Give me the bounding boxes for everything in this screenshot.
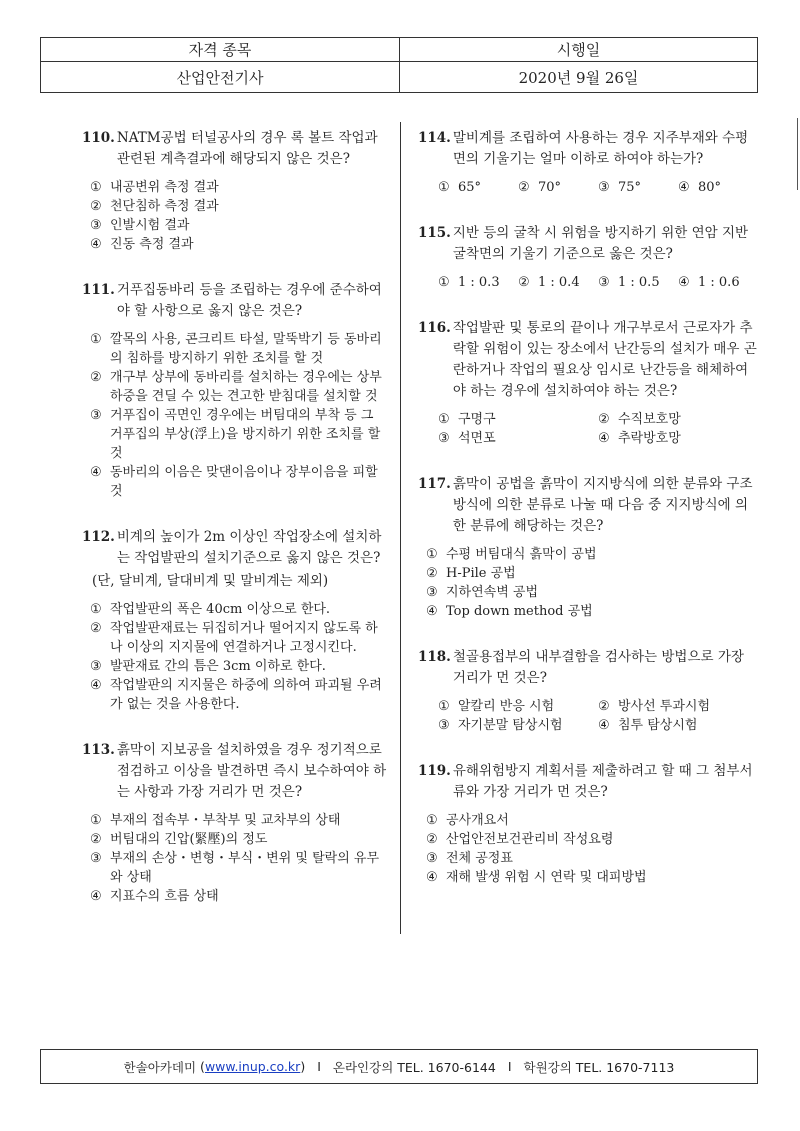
option-text: 1 : 0.5	[618, 275, 660, 290]
question-text: 유해위험방지 계획서를 제출하려고 할 때 그 첨부서류와 가장 거리가 먼 것은?	[452, 763, 753, 800]
answer-option[interactable]	[598, 273, 678, 292]
answer-option[interactable]	[598, 697, 758, 716]
option-text: 알칼리 반응 시험	[458, 699, 555, 714]
option-marker: ③	[90, 218, 102, 233]
footer-offline-phone: 학원강의 TEL. 1670-7113	[523, 1059, 675, 1075]
option-text: 거푸집이 곡면인 경우에는 버팀대의 부착 등 그 거푸집의 부상(浮上)을 방지하기 위한 조치를 할 것	[110, 408, 381, 461]
option-text: 천단침하 측정 결과	[110, 199, 219, 214]
option-marker: ①	[438, 699, 450, 714]
answer-option[interactable]	[426, 602, 758, 621]
exam-info-table	[40, 37, 758, 93]
answer-option[interactable]	[598, 716, 758, 735]
footer-brand: 한솔아카데미	[123, 1059, 197, 1075]
answer-option[interactable]	[678, 273, 758, 292]
question-item	[82, 128, 390, 254]
option-text: H-Pile 공법	[446, 566, 516, 581]
question-stem	[418, 761, 758, 803]
option-text: 재해 발생 위험 시 연락 및 대피방법	[446, 870, 647, 885]
option-text: 발판재료 간의 틈은 3cm 이하로 한다.	[110, 659, 326, 674]
answer-option[interactable]	[90, 849, 390, 887]
option-marker: ②	[598, 412, 610, 427]
option-marker: ②	[426, 566, 438, 581]
option-marker: ④	[598, 431, 610, 446]
question-item	[82, 740, 390, 906]
option-text: 침투 탐상시험	[618, 718, 698, 733]
option-text: 공사개요서	[446, 813, 509, 828]
question-number: 116.	[418, 320, 451, 336]
option-marker: ④	[678, 180, 690, 195]
answer-option[interactable]	[438, 178, 518, 197]
answer-option[interactable]	[90, 830, 390, 849]
option-marker: ②	[90, 199, 102, 214]
question-stem	[418, 128, 758, 170]
option-text: 방사선 투과시험	[618, 699, 711, 714]
answer-option[interactable]	[90, 676, 390, 714]
option-marker: ④	[90, 465, 102, 480]
answer-option[interactable]	[598, 410, 758, 429]
question-item	[418, 318, 758, 448]
answer-option[interactable]	[90, 657, 390, 676]
page-edge-mark	[797, 118, 798, 190]
question-text: 지반 등의 굴착 시 위험을 방지하기 위한 연암 지반 굴착면의 기울기 기준으로 옳은 것은?	[452, 225, 749, 262]
question-number: 117.	[418, 476, 451, 492]
answer-option[interactable]	[438, 273, 518, 292]
option-marker: ④	[90, 237, 102, 252]
option-marker: ②	[426, 832, 438, 847]
question-number: 112.	[82, 529, 115, 545]
option-text: 부재의 접속부・부착부 및 교차부의 상태	[110, 813, 341, 828]
question-stem	[82, 128, 390, 170]
option-marker: ②	[90, 832, 102, 847]
answer-option[interactable]	[438, 716, 598, 735]
footer-separator: I	[317, 1059, 321, 1074]
option-marker: ①	[438, 412, 450, 427]
option-marker: ③	[90, 659, 102, 674]
question-stem	[418, 474, 758, 537]
option-text: 전체 공정표	[446, 851, 513, 866]
answer-option[interactable]	[90, 406, 390, 463]
answer-options	[82, 178, 390, 254]
answer-option[interactable]	[426, 811, 758, 830]
option-marker: ④	[90, 889, 102, 904]
option-marker: ①	[90, 813, 102, 828]
date-label: 시행일	[400, 38, 757, 62]
option-marker: ④	[426, 604, 438, 619]
option-marker: ③	[90, 408, 102, 423]
answer-option[interactable]	[598, 178, 678, 197]
option-text: 자기분말 탐상시험	[458, 718, 563, 733]
question-number: 111.	[82, 282, 115, 298]
option-text: 추락방호망	[618, 431, 681, 446]
option-text: 65°	[458, 180, 482, 195]
answer-option[interactable]	[426, 830, 758, 849]
option-text: 버팀대의 긴압(緊壓)의 정도	[110, 832, 268, 847]
option-text: 수평 버팀대식 흙막이 공법	[446, 547, 597, 562]
option-marker: ③	[438, 431, 450, 446]
question-item	[418, 223, 758, 292]
option-marker: ②	[518, 180, 530, 195]
question-item	[418, 647, 758, 735]
answer-option[interactable]	[90, 619, 390, 657]
answer-option[interactable]	[598, 429, 758, 448]
option-text: 내공변위 측정 결과	[110, 180, 219, 195]
question-note: (단, 달비계, 달대비계 및 말비계는 제외)	[92, 573, 329, 589]
option-marker: ③	[598, 275, 610, 290]
option-marker: ①	[90, 180, 102, 195]
option-marker: ④	[426, 870, 438, 885]
column-divider	[400, 122, 401, 934]
answer-option[interactable]	[90, 235, 390, 254]
answer-options	[82, 330, 390, 501]
question-text: 비계의 높이가 2m 이상인 작업장소에 설치하는 작업발판의 설치기준으로 옳지 않은 것은?	[116, 529, 382, 566]
answer-options	[418, 697, 758, 735]
footer-online-phone: 온라인강의 TEL. 1670-6144	[332, 1059, 496, 1075]
footer-website-link[interactable]: www.inup.co.kr	[204, 1059, 301, 1074]
left-column	[82, 128, 390, 932]
option-text: 80°	[698, 180, 722, 195]
answer-options	[418, 178, 758, 197]
option-text: 작업발판의 지지물은 하중에 의하여 파괴될 우려가 없는 것을 사용한다.	[110, 678, 382, 712]
question-text: 작업발판 및 통로의 끝이나 개구부로서 근로자가 추락할 위험이 있는 장소에서 난간등의 설치가 매우 곤란하거나 작업의 필요상 임시로 난간등을 해체하여야 하는 경우에 설치하여야 하는 것은?	[452, 320, 757, 399]
option-marker: ①	[438, 180, 450, 195]
answer-option[interactable]	[426, 868, 758, 887]
option-text: 75°	[618, 180, 642, 195]
answer-option[interactable]	[90, 216, 390, 235]
option-marker: ②	[90, 370, 102, 385]
option-text: 1 : 0.4	[538, 275, 580, 290]
option-text: 70°	[538, 180, 562, 195]
answer-options	[418, 811, 758, 887]
question-number: 110.	[82, 130, 115, 146]
question-text: 거푸집동바리 등을 조립하는 경우에 준수하여야 할 사항으로 옳지 않은 것은?	[116, 282, 382, 319]
answer-option[interactable]	[438, 410, 598, 429]
option-marker: ②	[518, 275, 530, 290]
answer-option[interactable]	[678, 178, 758, 197]
answer-options	[418, 410, 758, 448]
footer-banner: 한솔아카데미 ( www.inup.co.kr ) I 온라인강의 TEL. 1670-6144 I 학원강의 TEL. 1670-7113	[40, 1049, 758, 1084]
question-number: 119.	[418, 763, 451, 779]
answer-option[interactable]	[90, 600, 390, 619]
answer-options	[82, 811, 390, 906]
question-stem	[418, 223, 758, 265]
subject-label: 자격 종목	[41, 38, 400, 62]
answer-option[interactable]	[438, 429, 598, 448]
option-marker: ④	[678, 275, 690, 290]
subject-value: 산업안전기사	[41, 62, 400, 92]
option-text: 1 : 0.6	[698, 275, 740, 290]
option-text: 진동 측정 결과	[110, 237, 194, 252]
footer-separator: I	[507, 1059, 512, 1074]
answer-option[interactable]	[518, 273, 598, 292]
answer-option[interactable]	[426, 583, 758, 602]
question-item	[418, 761, 758, 887]
answer-options	[418, 545, 758, 621]
option-marker: ④	[598, 718, 610, 733]
question-item	[418, 128, 758, 197]
option-marker: ③	[426, 585, 438, 600]
question-text: NATM공법 터널공사의 경우 록 볼트 작업과 관련된 계측결과에 해당되지 않은 것은?	[116, 130, 378, 167]
answer-option[interactable]	[518, 178, 598, 197]
answer-option[interactable]	[90, 811, 390, 830]
option-text: 작업발판의 폭은 40cm 이상으로 한다.	[110, 602, 331, 617]
option-marker: ①	[426, 813, 438, 828]
option-text: 석면포	[458, 431, 496, 446]
question-text: 흙막이 공법을 흙막이 지지방식에 의한 분류와 구조방식에 의한 분류로 나눌 때 다음 중 지지방식에 의한 분류에 해당하는 것은?	[452, 476, 753, 534]
option-text: 동바리의 이음은 맞댄이음이나 장부이음을 피할 것	[110, 465, 378, 499]
answer-option[interactable]	[426, 545, 758, 564]
answer-option[interactable]	[90, 887, 390, 906]
option-text: 인발시험 결과	[110, 218, 190, 233]
answer-option[interactable]	[90, 197, 390, 216]
option-text: 부재의 손상・변형・부식・변위 및 탈락의 유무와 상태	[110, 851, 380, 885]
option-text: 구명구	[458, 412, 496, 427]
question-stem	[82, 280, 390, 322]
option-marker: ①	[90, 332, 102, 347]
question-text: 철골용접부의 내부결함을 검사하는 방법으로 가장 거리가 먼 것은?	[452, 649, 744, 686]
option-text: 지하연속벽 공법	[446, 585, 539, 600]
option-text: 지표수의 흐름 상태	[110, 889, 219, 904]
answer-option[interactable]	[426, 564, 758, 583]
question-item	[418, 474, 758, 621]
question-stem	[82, 740, 390, 803]
answer-options	[82, 600, 390, 714]
option-marker: ①	[438, 275, 450, 290]
question-number: 113.	[82, 742, 115, 758]
question-stem	[418, 647, 758, 689]
date-value: 2020년 9월 26일	[518, 68, 639, 87]
question-stem	[82, 527, 390, 569]
answer-option[interactable]	[90, 463, 390, 501]
option-marker: ①	[426, 547, 438, 562]
option-text: 깔목의 사용, 콘크리트 타설, 말뚝박기 등 동바리의 침하를 방지하기 위한 조치를 할 것	[110, 332, 382, 366]
option-marker: ②	[90, 621, 102, 636]
answer-option[interactable]	[426, 849, 758, 868]
answer-options	[418, 273, 758, 292]
option-marker: ③	[90, 851, 102, 866]
option-marker: ①	[90, 602, 102, 617]
option-text: 수직보호망	[618, 412, 681, 427]
question-number: 115.	[418, 225, 451, 241]
option-text: 산업안전보건관리비 작성요령	[446, 832, 614, 847]
option-marker: ②	[598, 699, 610, 714]
option-text: 개구부 상부에 동바리를 설치하는 경우에는 상부하중을 견딜 수 있는 견고한 받침대를 설치할 것	[110, 370, 382, 404]
option-text: 1 : 0.3	[458, 275, 500, 290]
question-text: 흙막이 지보공을 설치하였을 경우 정기적으로 점검하고 이상을 발견하면 즉시 보수하여야 하는 사항과 가장 거리가 먼 것은?	[116, 742, 387, 800]
answer-option[interactable]	[90, 178, 390, 197]
option-marker: ④	[90, 678, 102, 693]
option-marker: ③	[426, 851, 438, 866]
answer-option[interactable]	[90, 368, 390, 406]
question-text: 말비계를 조립하여 사용하는 경우 지주부재와 수평면의 기울기는 얼마 이하로 하여야 하는가?	[452, 130, 749, 167]
answer-option[interactable]	[438, 697, 598, 716]
option-text: 작업발판재료는 뒤집히거나 떨어지지 않도록 하나 이상의 지지물에 연결하거나 고정시킨다.	[110, 621, 378, 655]
option-marker: ③	[438, 718, 450, 733]
question-item	[82, 527, 390, 714]
question-number: 118.	[418, 649, 451, 665]
question-stem	[418, 318, 758, 402]
question-number: 114.	[418, 130, 451, 146]
answer-option[interactable]	[90, 330, 390, 368]
option-text: Top down method 공법	[446, 604, 593, 619]
option-marker: ③	[598, 180, 610, 195]
question-item	[82, 280, 390, 501]
right-column	[418, 128, 758, 913]
